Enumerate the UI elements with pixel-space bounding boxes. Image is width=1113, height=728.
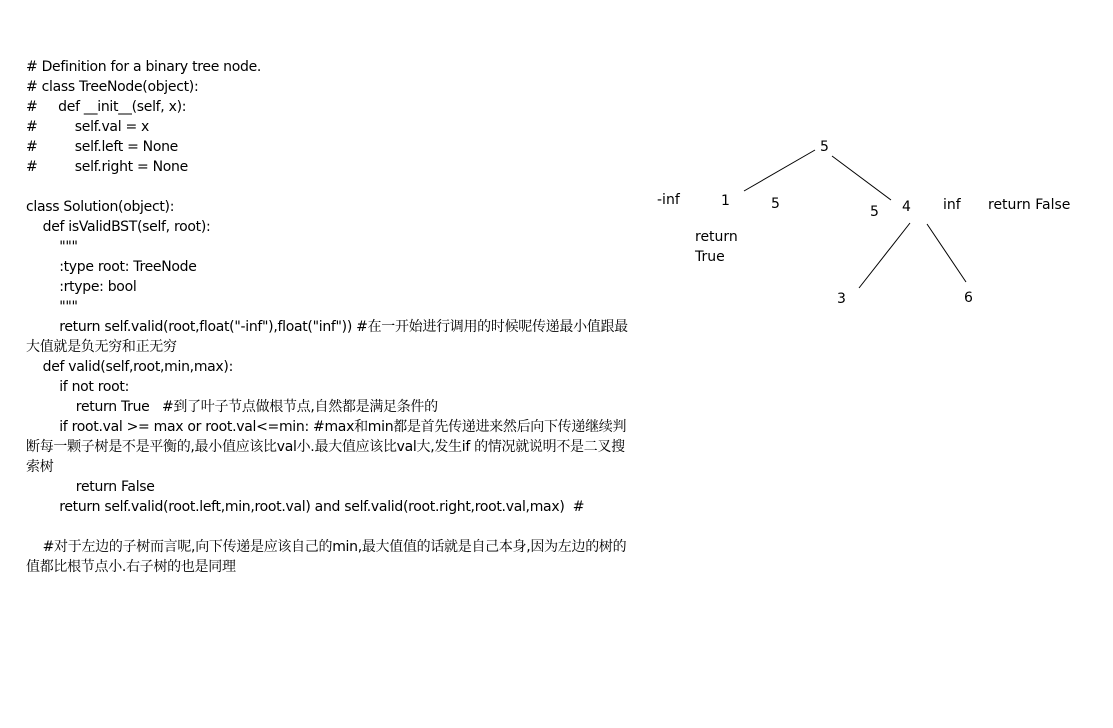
code-line: :type root: TreeNode: [26, 259, 197, 275]
code-line: return True #到了叶子节点做根节点,自然都是满足条件的: [26, 399, 438, 415]
code-line: # def __init__(self, x):: [26, 99, 187, 115]
left-max-label: 5: [771, 196, 780, 212]
right-max-label: inf: [943, 197, 961, 213]
code-line: # self.val = x: [26, 119, 150, 135]
code-line: def valid(self,root,min,max):: [26, 359, 233, 375]
right-return-label: return False: [988, 197, 1071, 213]
code-line: return False: [26, 479, 155, 495]
code-line: # self.right = None: [26, 159, 188, 175]
code-line: if not root:: [26, 379, 130, 395]
node-left: 1: [721, 193, 730, 209]
edge-root-right: [832, 156, 891, 200]
code-line: return self.valid(root.left,min,root.val) and self.valid(root.right,root.val,max) #: [26, 499, 585, 515]
edge-right-right: [927, 224, 966, 282]
code-line: # self.left = None: [26, 139, 178, 155]
code-line: :rtype: bool: [26, 279, 137, 295]
code-line: # class TreeNode(object):: [26, 79, 199, 95]
node-root: 5: [820, 139, 829, 155]
node-right-left: 3: [837, 291, 846, 307]
code-line: """: [26, 239, 78, 255]
code-line: if root.val >= max or root.val<=min: #max和min都是首先传递进来然后向下传递继续判断每一颗子树是不是平衡的,最小值应该比val小.最大值应该比val大,发生if 的情况就说明不是二叉搜索树: [26, 419, 627, 475]
node-right: 4: [902, 199, 911, 215]
right-min-label: 5: [870, 204, 879, 220]
code-line: return self.valid(root,float("-inf"),float("inf")) #在一开始进行调用的时候呢传递最小值跟最大值就是负无穷和正无穷: [26, 319, 628, 355]
edge-root-left: [744, 150, 815, 191]
code-line: # Definition for a binary tree node.: [26, 59, 262, 75]
code-line: class Solution(object):: [26, 199, 175, 215]
left-return-value: True: [695, 249, 725, 265]
code-line: def isValidBST(self, root):: [26, 219, 211, 235]
edge-right-left: [859, 223, 910, 288]
code-line: #对于左边的子树而言呢,向下传递是应该自己的min,最大值值的话就是自己本身,因为左边的树的值都比根节点小.右子树的也是同理: [26, 539, 627, 575]
node-right-right: 6: [964, 290, 973, 306]
left-min-label: -inf: [657, 192, 680, 208]
code-line: """: [26, 299, 78, 315]
left-return-label: return: [695, 229, 738, 245]
